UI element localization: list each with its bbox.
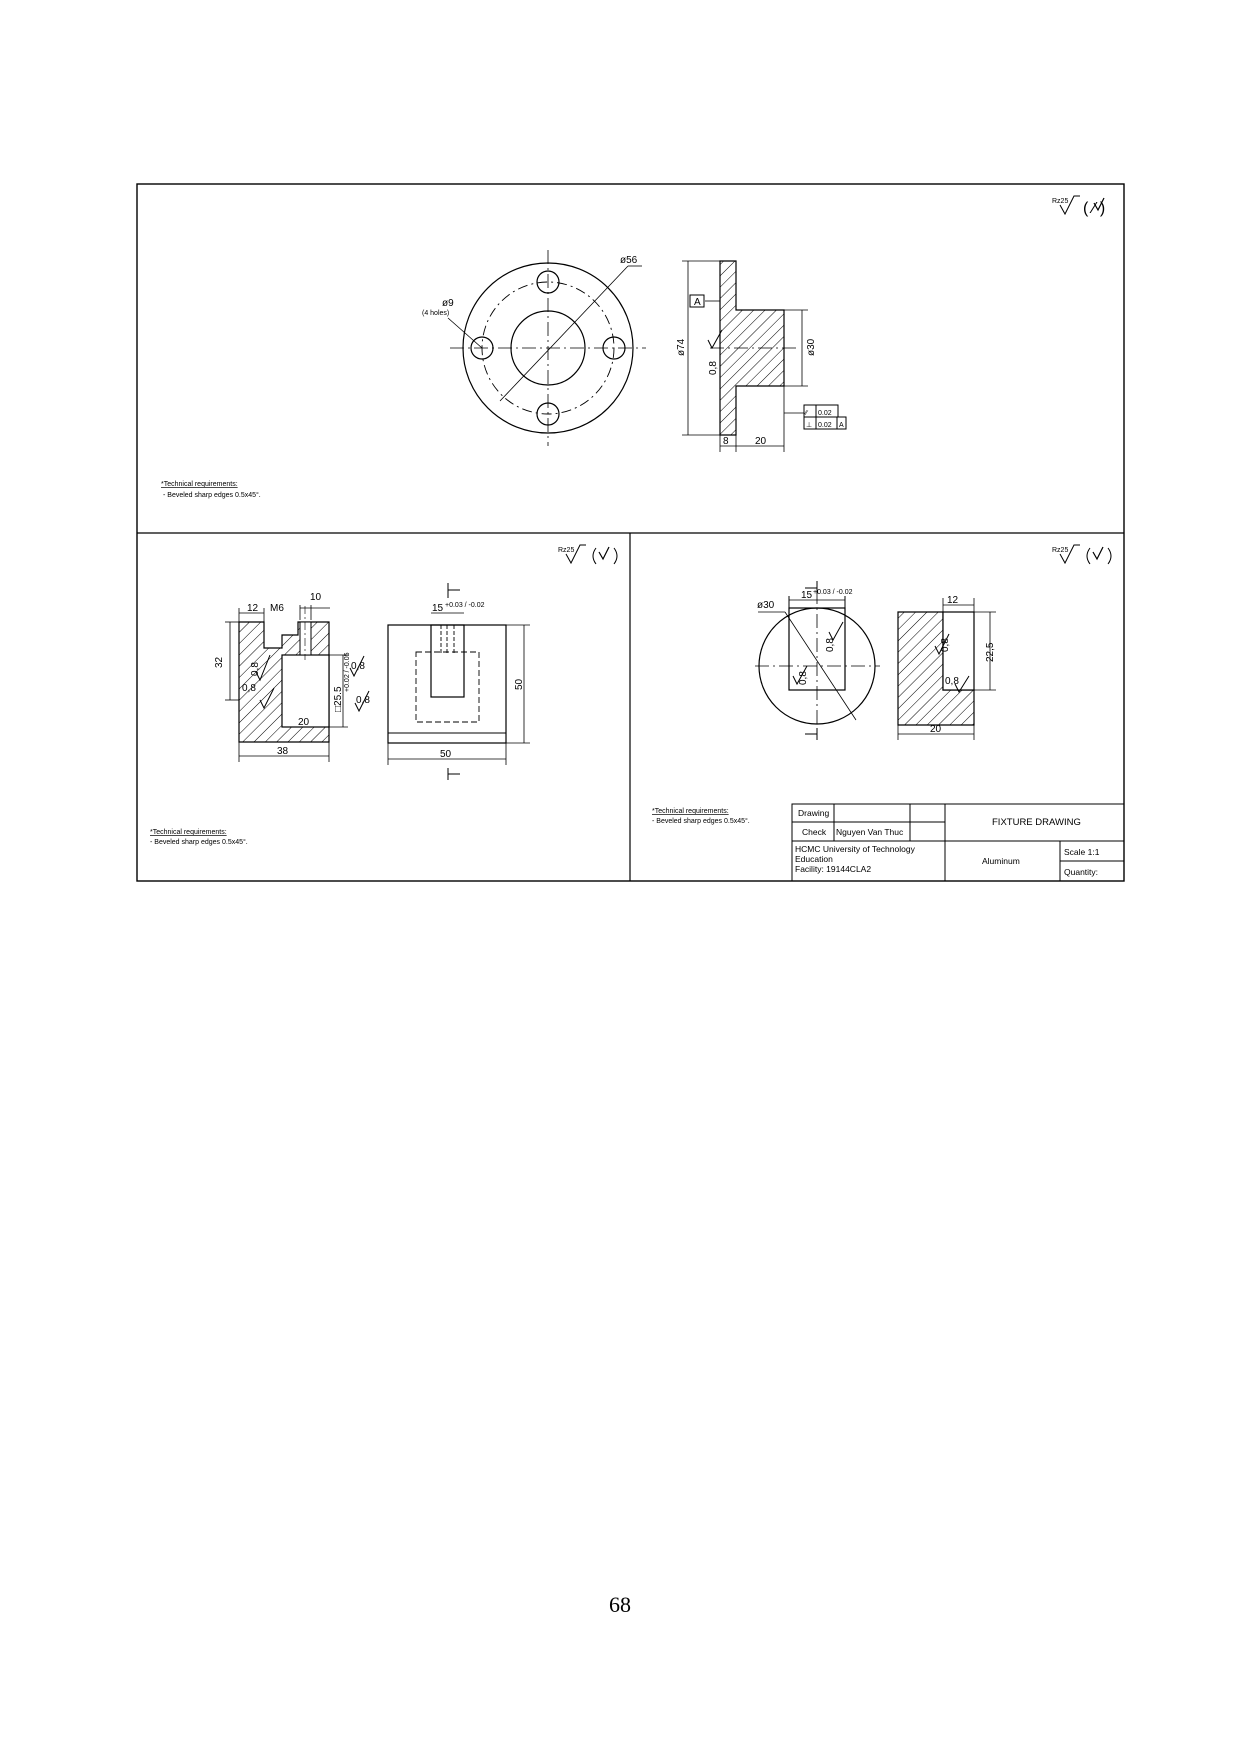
hole-dia-9: ø9 — [442, 298, 454, 309]
hub-length-20: 20 — [755, 436, 767, 447]
roughness-label-1: 0,8 — [250, 662, 261, 676]
flange-roughness: 0,8 — [708, 361, 719, 375]
parallelism-value: 0.02 — [818, 410, 832, 417]
inner-width-20: 20 — [298, 717, 310, 728]
title-block-school-1: HCMC University of Technology — [795, 844, 915, 854]
pin-slot-tolerance: +0.03 / -0.02 — [813, 589, 853, 596]
roughness-label-4: 0,8 — [356, 695, 370, 706]
flange-dia-56: ø56 — [620, 255, 638, 266]
pin-roughness-4: 0,8 — [945, 676, 959, 687]
svg-text:Rz25: Rz25 — [558, 547, 575, 554]
tech-req-line-2: - Beveled sharp edges 0.5x45°. — [150, 839, 248, 846]
title-block-scale: Scale 1:1 — [1064, 847, 1100, 857]
pin-width-20: 20 — [930, 724, 942, 735]
flange-dia-74: ø74 — [676, 338, 687, 356]
page-number: 68 — [609, 1592, 631, 1617]
thread-m6: M6 — [270, 603, 284, 614]
pin-width-12: 12 — [947, 595, 959, 606]
slot-width-15: 15 — [432, 603, 444, 614]
tech-req-line-3: - Beveled sharp edges 0.5x45°. — [652, 818, 750, 825]
square-tolerance: +0.02 / -0.05 — [344, 652, 351, 692]
width-38: 38 — [277, 746, 289, 757]
title-block-check-label: Check — [802, 827, 827, 837]
height-50: 50 — [514, 678, 525, 690]
svg-text:Rz25: Rz25 — [1052, 198, 1069, 205]
title-block-checker: Nguyen Van Thuc — [836, 827, 904, 837]
title-block-facility: Facility: 19144CLA2 — [795, 864, 872, 874]
flange-front-view — [448, 250, 646, 446]
title-block-drawing-label: Drawing — [798, 808, 830, 818]
perpendicularity-symbol: ⊥ — [806, 422, 813, 429]
title-block-title: FIXTURE DRAWING — [992, 817, 1081, 828]
slot-tolerance: +0.03 / -0.02 — [445, 602, 485, 609]
slot-width-10: 10 — [310, 592, 322, 603]
perpendicularity-value: 0.02 — [818, 422, 832, 429]
title-block-material: Aluminum — [982, 856, 1020, 866]
pin-slot-15: 15 — [801, 590, 813, 601]
pin-dia-30: ø30 — [757, 600, 775, 611]
roughness-mark-right — [1052, 545, 1111, 564]
pin-height-22-5: 22,5 — [985, 642, 996, 662]
block-front-view — [388, 583, 530, 780]
tech-req-line-1: - Beveled sharp edges 0.5x45°. — [163, 492, 261, 499]
width-50: 50 — [440, 749, 452, 760]
roughness-mark-left — [558, 545, 617, 564]
hub-dia-30: ø30 — [806, 338, 817, 356]
drawing-frame — [137, 184, 1124, 881]
height-32: 32 — [214, 656, 225, 668]
hole-count: (4 holes) — [422, 310, 450, 317]
tech-req-heading-2: *Technical requirements: — [150, 829, 227, 836]
tech-req-heading-3: *Technical requirements: — [652, 808, 729, 815]
title-block-quantity: Quantity: — [1064, 867, 1099, 877]
datum-a-label: A — [694, 297, 701, 308]
roughness-mark-top — [1052, 196, 1105, 217]
svg-text:Rz25: Rz25 — [1052, 547, 1069, 554]
step-width-12: 12 — [247, 603, 259, 614]
roughness-label-3: 0,8 — [351, 661, 365, 672]
pin-roughness-3: 0,8 — [940, 638, 951, 652]
square-25-5: □25.5 — [333, 686, 344, 712]
roughness-label-2: 0,8 — [242, 683, 256, 694]
flange-width-8: 8 — [723, 436, 729, 447]
title-block-school-2: Education — [795, 854, 833, 864]
pin-section-view — [898, 598, 996, 740]
parallelism-symbol: ∕∕ — [805, 410, 808, 417]
tech-req-heading-1: *Technical requirements: — [161, 481, 238, 488]
perpendicularity-datum: A — [839, 422, 844, 429]
pin-roughness-2: 0,8 — [798, 671, 809, 685]
pin-roughness-1: 0,8 — [825, 638, 836, 652]
svg-text:( ⁄ ): ( ⁄ ) — [1083, 200, 1106, 217]
